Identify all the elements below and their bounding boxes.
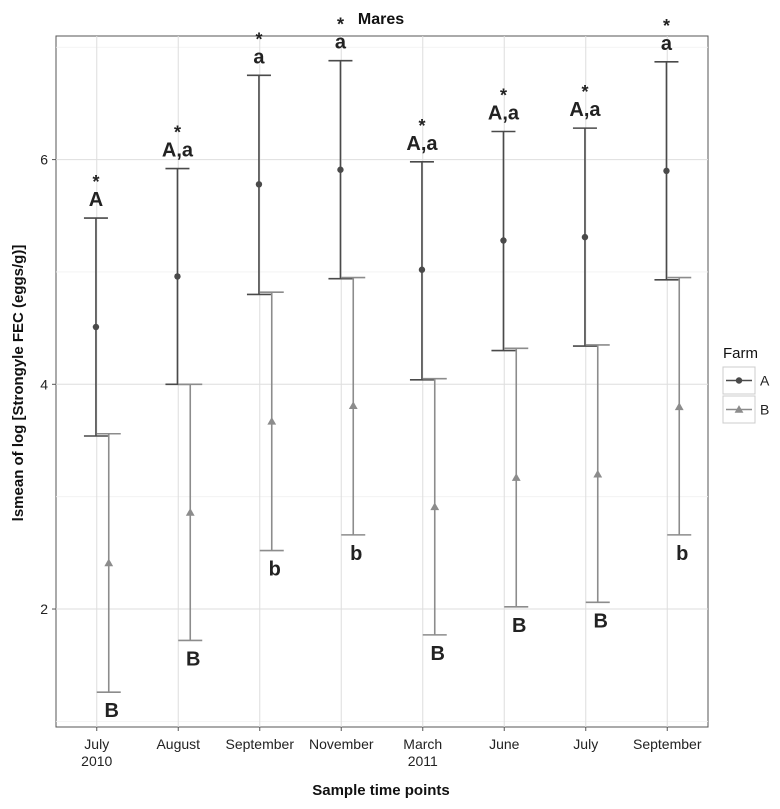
label-farm-a: a [334, 31, 347, 54]
x-tick-label: September [633, 736, 702, 752]
point-a [337, 167, 343, 173]
legend-label-b: B [760, 401, 770, 418]
label-farm-a: A,a [161, 139, 194, 162]
significance-star: * [92, 172, 100, 193]
label-farm-b: B [430, 642, 445, 665]
y-axis [40, 152, 56, 617]
point-a [582, 234, 588, 240]
y-tick-label: 6 [40, 151, 48, 168]
label-farm-b: B [512, 614, 527, 637]
point-a [663, 168, 669, 174]
label-farm-b: B [186, 648, 201, 671]
y-tick-label: 2 [40, 601, 48, 618]
x-axis-title: Sample time points [312, 782, 450, 799]
legend [723, 345, 770, 423]
y-tick-label: 4 [40, 376, 48, 393]
significance-star: * [418, 115, 426, 136]
label-farm-a: a [253, 46, 265, 69]
point-a [93, 324, 99, 330]
x-tick-label: June [489, 736, 520, 752]
x-tick-label: July [573, 736, 599, 752]
point-a [256, 181, 262, 187]
label-farm-b: B [104, 700, 119, 723]
label-farm-a: A,a [569, 99, 601, 122]
label-farm-b: B [593, 610, 608, 633]
point-a [419, 267, 425, 273]
label-farm-a: A [88, 189, 104, 212]
label-farm-a: A,a [406, 132, 438, 155]
label-farm-b: b [676, 542, 689, 565]
x-tick-label: August [156, 736, 201, 752]
legend-key-circle [736, 377, 742, 383]
point-a [500, 237, 506, 243]
y-axis-title: lsmean of log [Strongyle FEC (eggs/g)] [10, 244, 27, 522]
significance-star: * [499, 85, 507, 106]
significance-star: * [662, 15, 670, 36]
x-tick-label: November [308, 736, 374, 752]
legend-title: Farm [723, 345, 758, 362]
point-a [174, 273, 180, 279]
plot-panel [56, 36, 708, 727]
x-axis [81, 727, 702, 769]
label-farm-a: A,a [487, 102, 520, 125]
significance-star: * [255, 29, 263, 50]
x-tick-label: July 2010 [81, 736, 113, 769]
x-tick-label: September [225, 736, 294, 752]
label-farm-b: b [268, 558, 281, 581]
significance-star: * [173, 122, 181, 143]
label-farm-a: a [660, 32, 673, 55]
chart-title: Mares [357, 11, 405, 28]
legend-label-a: A [760, 372, 770, 389]
significance-star: * [336, 14, 344, 35]
significance-star: * [581, 82, 589, 103]
label-farm-b: b [350, 542, 363, 565]
x-tick-label: March 2011 [403, 736, 443, 769]
